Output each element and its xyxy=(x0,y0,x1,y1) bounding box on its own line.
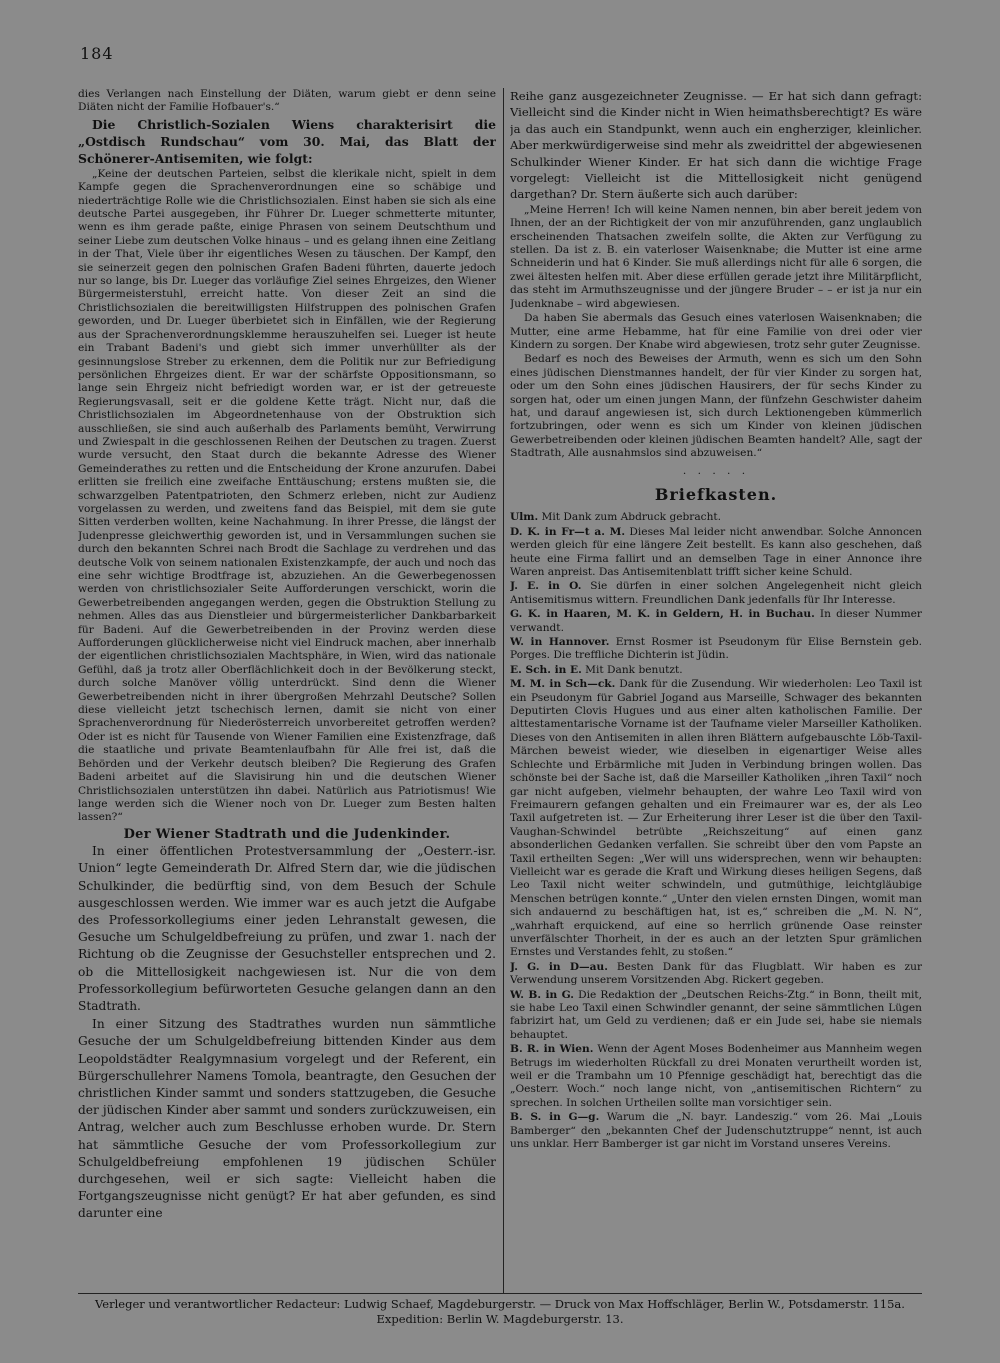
entry-addressee: Ulm. xyxy=(510,511,539,524)
page-number: 184 xyxy=(80,44,114,63)
article-paragraph: In einer Sitzung des Stadtrathes wurden nun sämmtliche Gesuche der um Schulgeldbefreiung bittenden Kinder aus dem Leopoldstädter Realgymnasium vorgelegt und der Referent, ein Bürgerschullehrer Namens Tomola, beantragte, den Gesuchen der christlichen Kinder sammt und sonders stattzugeben, die Gesuche der jüdischen Kinder aber sammt und sonders zurückzuweisen, ein Antrag, welcher auch zum Beschlusse erhoben wurde. Dr. Stern hat sämmtliche Gesuche der vom Professorkollegium zur Schulgeldbefreiung empfohlenen 19 jüdischen Schüler durchgesehen, weil er sich sagte: Vielleicht haben die Fortgangszeugnisse nicht genügt? Er hat aber gefunden, es sind darunter eine xyxy=(78,1017,496,1221)
briefkasten-entry xyxy=(510,961,922,988)
section-title: Die Christlich-Sozialen Wiens xyxy=(92,116,335,132)
briefkasten-entry xyxy=(510,664,922,677)
entry-text: Mit Dank benutzt. xyxy=(581,663,683,676)
footer-rule xyxy=(78,1293,922,1294)
article-continuation: Reihe ganz ausgezeichneter Zeugnisse. — Er hat sich dann gefragt: Vielleicht sind die Kinder nicht in Wien heimathsberechtigt? Es wäre ja das auch ein Standpunkt, wenn auch ein engherziger, kleinlicher. Aber merkwürdigerweise sind mehr als zweidrittel der abgewiesenen Schulkinder Wiener Kinder. Er hat sich dann die wichtige Frage vorgelegt: Vielleicht ist die Mittellosigkeit nicht genügend dargethan? Dr. Stern äußerte sich auch darüber: xyxy=(510,89,922,202)
briefkasten-entry xyxy=(510,608,922,635)
entry-text: Sie dürfen in einer solchen Angelegenheit nicht gleich Antisemitismus wittern. Freundlichen Dank jedenfalls für Ihr Interesse. xyxy=(510,580,922,606)
quote-paragraph: „Keine der deutschen Parteien, selbst die klerikale nicht, spielt in dem Kampfe gegen die Sprachenverordnungen eine so schäbige und niederträchtige Rolle wie die Christlichsozialen. Einst haben sie sich als eine deutsche Partei ausgegeben, ihr Führer Dr. Lueger schmetterte mitunter, wenn es ihm gerade paßte, einige Phrasen von seinem Deutschthum und seiner Liebe zum deutschen Volke hinaus – und es gelang ihnen eine Zeitlang in der That, Viele über ihr eigentliches Wesen zu täuschen. Der Kampf, den sie seinerzeit gegen den polnischen Grafen Badeni führten, dauerte jedoch nur so lange, bis Dr. Lueger das vorläufige Ziel seines Ehrgeizes, den Wiener Bürgermeisterstuhl, erreicht hatte. Von dieser Zeit an sind die Christlichsozialen die bereitwilligsten Hilfstruppen des polnischen Grafen geworden, und Dr. Lueger überbietet sich in Einfällen, wie der Regierung aus der Sprachenverordnungsklemme herauszuhelfen sei. Lueger ist heute ein Trabant Badeni's und giebt sich immer unverhüllter als der gesinnungslose Streber zu erkennen, dem die Politik nur zur Befriedigung persönlichen Ehrgeizes dient. Er war der schärfste Oppositionsmann, so lange sein Ehrgeiz nicht befriedigt worden war, er ist der getreueste Regierungsvasall, seit er die goldene Kette trägt. Nicht nur, daß die Christlichsozialen im Abgeordnetenhause von der Obstruktion sich ausschließen, sie sind auch außerhalb des Parlaments bemüht, Verwirrung und Zwiespalt in die geschlossenen Reihen der Deutschen zu tragen. Zuerst wurde versucht, den Staat durch die bekannte Adresse des Wiener Gemeinderathes zu retten und die Entscheidung der Krone anzurufen. Dabei erlitten sie freilich eine zweifache Enttäuschung; erstens mußten sie, die schwarzgelben Patentpatrioten, den Schmerz erleben, nicht zur Audienz vorgelassen zu werden, und zweitens fand das Beispiel, mit dem sie gute Sitten verderben wollten, keine Nachahmung. In ihrer Presse, die längst der Judenpresse gleichwerthig geworden ist, und in Versammlungen suchen sie durch den bekannten Schrei nach Brodt die Sachlage zu verdrehen und das deutsche Volk von seinem nationalen Existenzkampfe, der auch und noch das eine sehr wichtige Brodtfrage ist, abzuziehen. An die Gewerbegenossen werden von christlichsozialer Seite Aufforderungen verschickt, worin die Gewerbetreibenden angegangen werden, gegen die Obstruktion Stellung zu nehmen. Alles das aus Dienstleier und bürgermeisterlicher Dankbarbarkeit für Badeni. Auf die Gewerbetreibenden in der Provinz werden diese Aufforderungen glücklicherweise nicht viel Eindruck machen, aber innerhalb der eigentlichen christlichsozialen Machtsphäre, in Wien, wird das nationale Gefühl, daß ja trotz aller Oberflächlichkeit doch in der Bevölkerung steckt, durch solche Manöver völlig unterdrückt. Sind denn die Wiener Gewerbetreibenden nicht in ihrer übergroßen Mehrzahl Deutsche? Sollen diese vielleicht jetzt tschechisch lernen, damit sie nicht von einer Sprachenverordnung für Niederösterreich unvorbereitet getroffen werden? Oder ist es nicht für Tausende von Wiener Familien eine Existenzfrage, daß die staatliche und private Beamtenlaufbahn für Alle frei ist, daß die Behörden und der Verkehr deutsch bleiben? Die Regierung des Grafen Badeni arbeitet auf die Slavisirung hin und die deutschen Wiener Christlichsozialen unterstützen ihn dabei. Natürlich aus Patriotismus! Wie lange werden sich die Wiener noch von Dr. Lueger zum Besten halten lassen?“ xyxy=(78,167,496,824)
entry-text: Warum die „N. bayr. Landeszig.“ vom 26. Mai „Louis Bamberger“ den „bekannten Chef der Judenschutztruppe“ nennt, ist auch uns unklar. Herr Bamberger ist gar nicht im Vorstand unseres Vereins. xyxy=(510,1111,922,1151)
briefkasten-entry xyxy=(510,678,922,960)
quote-paragraph: „Meine Herren! Ich will keine Namen nennen, bin aber bereit jedem von Ihnen, der an der Richtigkeit der von mir anzuführenden, ganz unglaublich erscheinenden Thatsachen zweifeln sollte, die Akten zur Verfügung zu stellen. Da ist z. B. ein vaterloser Waisenknabe; die Mutter ist eine arme Schneiderin und hat 6 Kinder. Sie muß allerdings nicht für alle 6 sorgen, die zwei ältesten helfen mit. Aber diese erfüllen gerade jetzt ihre Militärpflicht, das steht im Armuthszeugnisse und der jüngere Bruder – – er ist ja nur ein Judenknabe – wird abgewiesen. xyxy=(510,203,922,310)
briefkasten-entry xyxy=(510,580,922,607)
entry-addressee: B. R. in Wien. xyxy=(510,1043,594,1056)
section-christian-socials xyxy=(78,116,496,167)
entry-addressee: B. S. in G—g. xyxy=(510,1111,600,1124)
quote-paragraph: Bedarf es noch des Beweises der Armuth, wenn es sich um den Sohn eines jüdischen Dienstmannes handelt, der für vier Kinder zu sorgen hat, oder um den Sohn eines jüdischen Hausirers, der für sechs Kinder zu sorgen hat, oder um einen jungen Mann, der fünfzehn Geschwister daheim hat, und darauf angewiesen ist, sich durch Lektionengeben kümmerlich fortzubringen, oder wenn es sich um Kinder von kleinen jüdischen Gewerbetreibenden oder kleinen jüdischen Beamten handelt? Alle, sagt der Stadtrath, Alle ausnahmslos sind abzuweisen.“ xyxy=(510,353,922,460)
separator-dots: . . . . . xyxy=(682,464,750,477)
briefkasten-entries xyxy=(510,511,922,1151)
briefkasten-entry xyxy=(510,511,922,524)
entry-text: In dieser Nummer verwandt. xyxy=(510,608,922,634)
entry-addressee: M. M. in Sch—ck. xyxy=(510,678,616,691)
briefkasten-entry xyxy=(510,1043,922,1110)
briefkasten-entry xyxy=(510,526,922,580)
intro-paragraph: dies Verlangen nach Einstellung der Diäten, warum giebt er denn seine Diäten nicht der Familie Hofbauer's.“ xyxy=(78,88,496,114)
briefkasten-entry xyxy=(510,989,922,1043)
entry-text: Mit Dank zum Abdruck gebracht. xyxy=(538,511,722,524)
entry-text: Die Redaktion der „Deutschen Reichs-Ztg.“ in Bonn, theilt mit, sie habe Leo Taxil einen Schwindler genannt, der seine sämmtlichen Lügen fabrizirt hat, um Geld zu verdienen; daß er ein Jude sei, habe sie niemals behauptet. xyxy=(510,988,922,1041)
article-paragraph: In einer öffentlichen Protestversammlung der „Oesterr.-isr. Union“ legte Gemeinderath Dr. Alfred Stern dar, wie die jüdischen Schulkinder, die bedürftig sind, von dem Besuch der Schule ausgeschlossen werden. Wie immer war es auch jetzt die Aufgabe des Professorkollegiums einer jeden Lehranstalt gewesen, die Gesuche um Schulgeldbefreiung zu prüfen, und zwar 1. nach der Richtung ob die Zeugnisse der Gesuchsteller entsprechen und 2. ob die Mittellosigkeit nachgewiesen ist. Nur die von dem Professorkollegium befürworteten Gesuche gelangen dann an den Stadtrath. xyxy=(78,844,496,1013)
quote-paragraph: Da haben Sie abermals das Gesuch eines vaterlosen Waisenknaben; die Mutter, eine arme Hebamme, hat für eine Familie von drei oder vier Kindern zu sorgen. Der Knabe wird abgewiesen, trotz sehr guter Zeugnisse. xyxy=(510,312,922,351)
entry-addressee: W. in Hannover. xyxy=(510,636,610,649)
entry-text: Besten Dank für das Flugblatt. Wir haben es zur Verwendung unserem Vorsitzenden Abg. Rickert gegeben. xyxy=(510,960,922,987)
column-divider xyxy=(503,88,504,1293)
entry-addressee: J. E. in O. xyxy=(510,580,582,593)
imprint-line: Verleger und verantwortlicher Redacteur: Ludwig Schaef, Magdeburgerstr. — Druck von Max Hoffschläger, Berlin W., Potsdamerstr. 115a. xyxy=(95,1297,905,1311)
briefkasten-entry xyxy=(510,636,922,663)
briefkasten-entry xyxy=(510,1111,922,1151)
section-lead: charakterisirt die „Ostdisch Rundschau“ vom 30. Mai, das Blatt der Schönerer-Antisemiten, wie folgt: xyxy=(78,116,496,166)
imprint-line: Expedition: Berlin W. Magdeburgerstr. 13. xyxy=(376,1312,624,1326)
entry-text: Dank für die Zusendung. Wir wiederholen: Leo Taxil ist ein Pseudonym für Gabriel Jogand aus Marseille, Schwager des bekannten Deputirten Clovis Hugues und aus einer alten katholischen Familie. Der alttestamentarische Vorname ist der Taufname vieler Marseiller Katholiken. Dieses von den Antisemiten in allen ihren Blättern aufgebauschte Löb-Taxil-Märchen beweist wieder, wie dieselben in eigenartiger Weise alles Schlechte und Erbärmliche mit Juden in Verbindung bringen wollen. Das schönste bei der Sache ist, daß die Marseiller Katholiken „ihren Taxil“ noch gar nicht aufgeben, vielmehr behaupten, der wahre Leo Taxil wird von Freimaurern gefangen gehalten und ein Freimaurer war es, der als Leo Taxil aufgetreten ist. — Zur Erheiterung ihrer Leser ist die über den Taxil-Vaughan-Schwindel betrübte „Reichszeitung“ auf einen ganz absonderlichen Gedanken verfallen. Sie schreibt über den vom Papste an Taxil ertheilten Segen: „Wer will uns widersprechen, wenn wir behaupten: Vielleicht war es gerade die Kraft und Wirkung dieses heiligen Segens, daß Leo Taxil nicht weiter schwindeln, und gutmüthige, leichtgläubige Menschen betrügen konnte.“ „Unter den vielen ernsten Dingen, womit man sich andauernd zu beschäftigen hat, ist es,“ schreiben die „M. N. N“, „wahrhaft erquickend, auf eine so herrlich grünende Oase reinster unverfälschter Thorheit, in der es auch an der letzten Spur grämlichen Ernstes und Verstandes fehlt, zu stoßen.“ xyxy=(510,678,922,959)
entry-addressee: E. Sch. in E. xyxy=(510,663,582,676)
entry-text: Dieses Mal leider nicht anwendbar. Solche Annoncen werden gleich für eine längere Zeit bestellt. Es kann also geschehen, daß heute eine Firma fallirt und an demselben Tage in einer Annonce ihre Waren anpreist. Das Antisemitenblatt trifft sicher keine Schuld. xyxy=(510,525,922,578)
right-column xyxy=(510,88,922,1288)
entry-text: Wenn der Agent Moses Bodenheimer aus Mannheim wegen Betrugs im wiederholten Rückfall zu drei Monaten verurtheilt worden ist, weil er die Trambahn um 10 Pfennige geschädigt hat, berechtigt das die „Oesterr. Woch.“ noch lange nicht, von „antisemitischen Richtern“ zu sprechen. In solchen Urtheilen sollte man vorsichtiger sein. xyxy=(510,1043,922,1109)
briefkasten-title: Briefkasten. xyxy=(654,484,778,504)
entry-addressee: D. K. in Fr—t a. M. xyxy=(510,525,626,538)
entry-addressee: J. G. in D—au. xyxy=(510,960,608,973)
article-heading-stadtrath: Der Wiener Stadtrath und die Judenkinder. xyxy=(123,826,451,842)
left-column xyxy=(78,88,496,1288)
entry-text: Ernst Rosmer ist Pseudonym für Elise Bernstein geb. Porges. Die treffliche Dichterin ist Jüdin. xyxy=(510,636,922,662)
entry-addressee: W. B. in G. xyxy=(510,988,574,1001)
entry-addressee: G. K. in Haaren, M. K. in Geldern, H. in Buchau. xyxy=(510,608,815,621)
imprint xyxy=(78,1297,922,1327)
